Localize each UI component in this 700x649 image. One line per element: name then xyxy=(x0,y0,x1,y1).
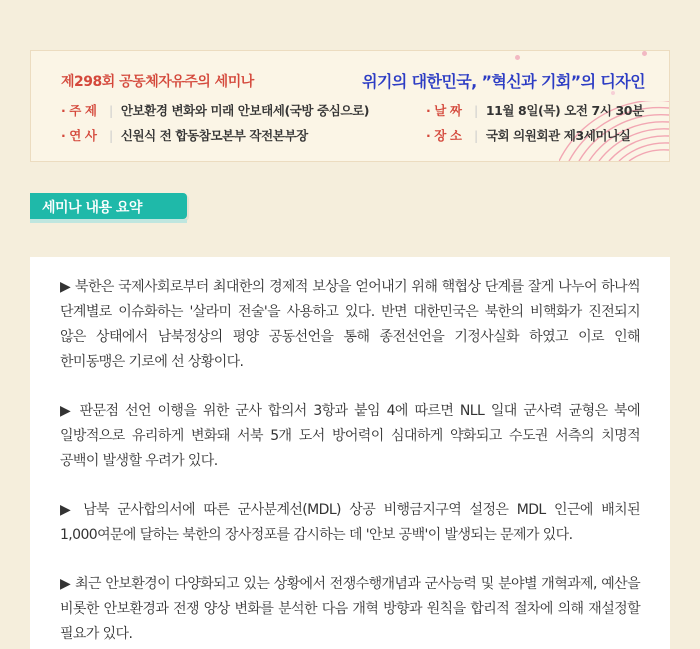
topic-row xyxy=(61,101,369,119)
speaker-row xyxy=(61,126,308,144)
date-label: · 날 짜 xyxy=(426,103,462,118)
summary-section-tab: 세미나 내용 요약 xyxy=(30,193,187,219)
summary-paragraph-2: ▶ 판문점 선언 이행을 위한 군사 합의서 3항과 붙임 4에 따르면 NLL 일대 군사력 균형은 북에 일방적으로 유리하게 변화돼 서북 5개 도서 방어력이 심대하게 약화되고 수도권 서측의 치명적 공백이 발생할 우려가 있다. xyxy=(60,403,640,469)
divider: | xyxy=(109,127,113,143)
seminar-title: 위기의 대한민국, ”혁신과 기회”의 디자인 xyxy=(362,72,645,91)
topic-value: 안보환경 변화와 미래 안보태세(국방 중심으로) xyxy=(120,103,370,118)
seminar-info-box xyxy=(30,50,670,162)
summary-paragraph-4: ▶ 최근 안보환경이 다양화되고 있는 상황에서 전쟁수행개념과 군사능력 및 분야별 개혁과제, 예산을 비롯한 안보환경과 전쟁 양상 변화를 분석한 다음 개혁 방향과 원칙을 합리적 절차에 의해 재설정할 필요가 있다. xyxy=(60,576,640,642)
summary-paragraph-1: ▶ 북한은 국제사회로부터 최대한의 경제적 보상을 얻어내기 위해 핵협상 단계를 잘게 나누어 하나씩 단계별로 이슈화하는 '살라미 전술'을 사용하고 있다. 반면 대한민국은 북한의 비핵화가 진전되지 않은 상태에서 남북정상의 평양 공동선언을 통해 종전선언을 기정사실화 하였고 이로 인해 한미동맹은 기로에 선 상황이다. xyxy=(60,279,640,370)
topic-label: · 주 제 xyxy=(61,103,97,118)
venue-label: · 장 소 xyxy=(426,128,462,143)
decor-dot xyxy=(642,51,647,56)
speaker-value: 신원식 전 합동참모본부 작전본부장 xyxy=(120,128,308,143)
seminar-number: 제298회 공동체자유주의 세미나 xyxy=(61,74,254,90)
date-value: 11월 8일(목) 오전 7시 30분 xyxy=(485,103,644,118)
divider: | xyxy=(109,102,113,118)
speaker-label: · 연 사 xyxy=(61,128,97,143)
venue-row xyxy=(426,126,630,144)
date-row xyxy=(426,101,644,119)
venue-value: 국회 의원회관 제3세미나실 xyxy=(485,128,631,143)
decor-dot xyxy=(515,55,520,60)
summary-content xyxy=(30,257,670,649)
divider: | xyxy=(474,127,478,143)
divider: | xyxy=(474,102,478,118)
summary-paragraph-3: ▶ 남북 군사합의서에 따른 군사분계선(MDL) 상공 비행금지구역 설정은 MDL 인근에 배치된 1,000여문에 달하는 북한의 장사정포를 감시하는 데 '안보 공백'이 발생되는 문제가 있다. xyxy=(60,502,640,543)
